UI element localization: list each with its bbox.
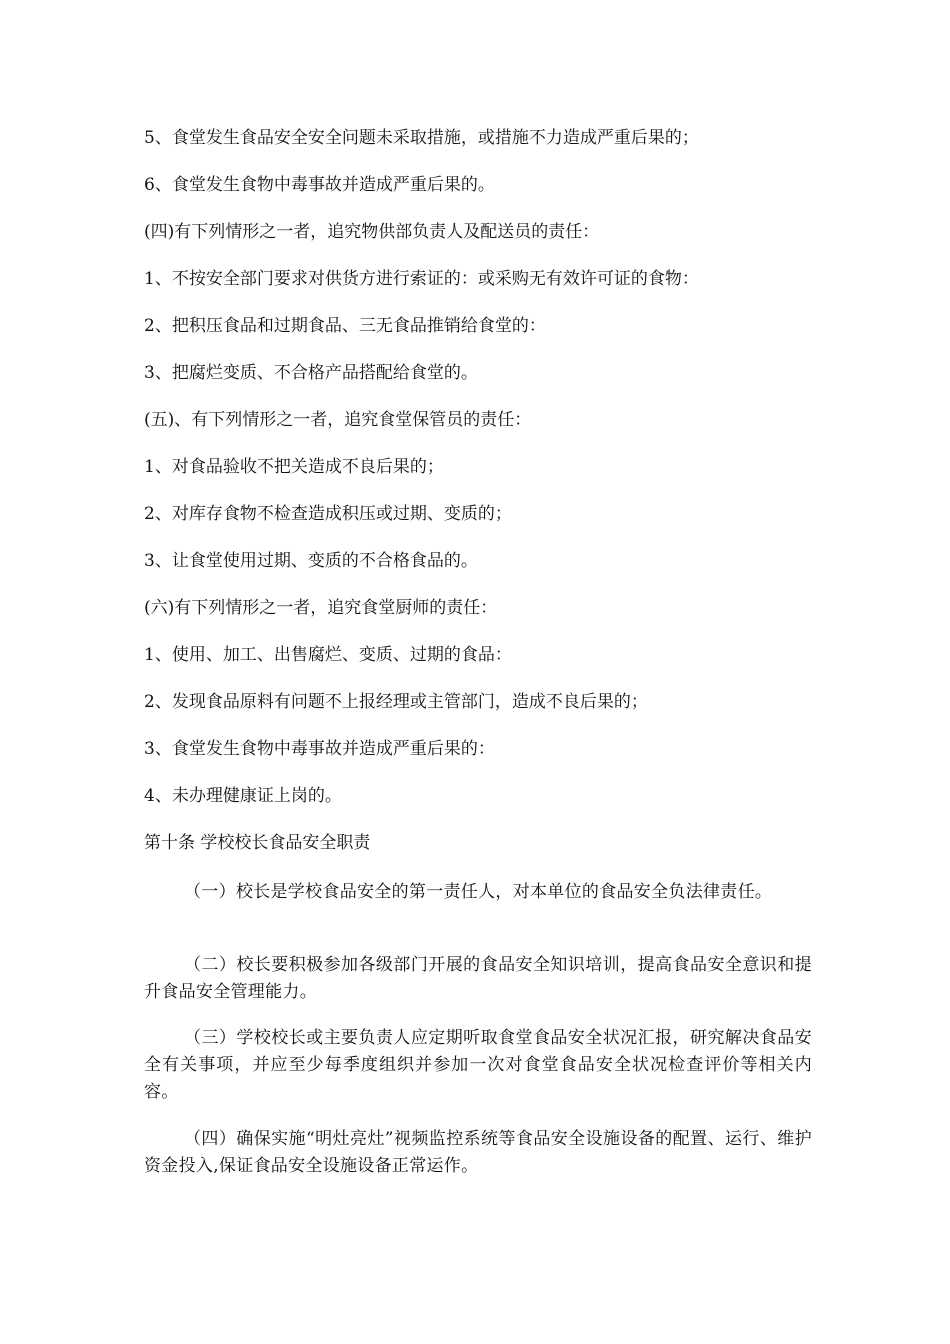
section-heading: (四)有下列情形之一者，追究物供部负责人及配送员的责任：: [144, 222, 600, 242]
article-heading: 第十条 学校校长食品安全职责: [144, 833, 371, 853]
list-item: 1、对食品验收不把关造成不良后果的；: [144, 457, 444, 477]
section-heading: (六)有下列情形之一者，追究食堂厨师的责任：: [144, 598, 498, 618]
article-paragraph: （三）学校校长或主要负责人应定期听取食堂食品安全状况汇报，研究解决食品安全有关事项，并应至少每季度组织并参加一次对食堂食品安全状况检查评价等相关内容。: [144, 1028, 812, 1102]
article-paragraph: （一）校长是学校食品安全的第一责任人，对本单位的食品安全负法律责任。: [184, 882, 773, 902]
list-item: 6、食堂发生食物中毒事故并造成严重后果的。: [144, 175, 495, 195]
section-heading: (五)、有下列情形之一者，追究食堂保管员的责任：: [144, 410, 532, 430]
list-item: 1、不按安全部门要求对供货方进行索证的：或采购无有效许可证的食物：: [144, 269, 699, 289]
list-item: 2、把积压食品和过期食品、三无食品推销给食堂的：: [144, 316, 546, 336]
list-item: 2、发现食品原料有问题不上报经理或主管部门，造成不良后果的；: [144, 692, 648, 712]
list-item: 2、对库存食物不检查造成积压或过期、变质的；: [144, 504, 512, 524]
article-paragraph: （二）校长要积极参加各级部门开展的食品安全知识培训，提高食品安全意识和提升食品安全管理能力。: [144, 955, 812, 1002]
list-item: 3、食堂发生食物中毒事故并造成严重后果的：: [144, 739, 495, 759]
article-paragraph: （四）确保实施“明灶亮灶”视频监控系统等食品安全设施设备的配置、运行、维护资金投入,保证食品安全设施设备正常运作。: [144, 1129, 812, 1176]
list-item: 4、未办理健康证上岗的。: [144, 786, 342, 806]
list-item: 3、让食堂使用过期、变质的不合格食品的。: [144, 551, 478, 571]
list-item: 1、使用、加工、出售腐烂、变质、过期的食品：: [144, 645, 512, 665]
list-item: 5、食堂发生食品安全安全问题未采取措施，或措施不力造成严重后果的；: [144, 128, 699, 148]
list-item: 3、把腐烂变质、不合格产品搭配给食堂的。: [144, 363, 478, 383]
